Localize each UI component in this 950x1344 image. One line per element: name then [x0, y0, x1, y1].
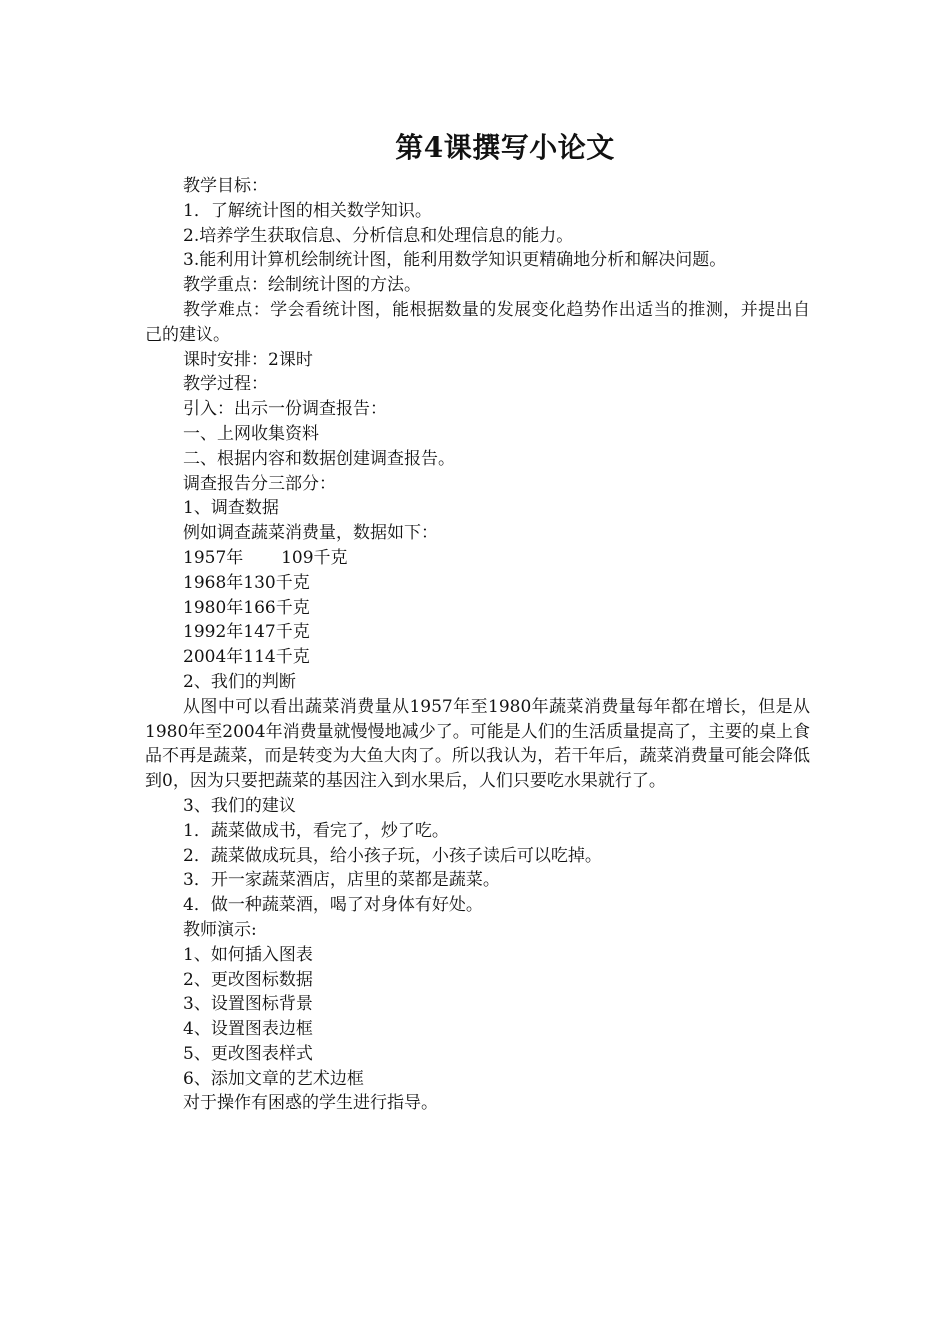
document-title: 第4课撰写小论文	[395, 131, 615, 164]
data-intro: 例如调查蔬菜消费量，数据如下：	[183, 523, 438, 544]
suggestion-item: 3．开一家蔬菜酒店，店里的菜都是蔬菜。	[183, 870, 500, 891]
class-schedule: 课时安排：2课时	[183, 349, 313, 370]
data-row: 1957年 109千克	[183, 547, 348, 568]
section-heading-process: 教学过程：	[183, 374, 268, 395]
report-part-3: 3、我们的建议	[183, 795, 296, 816]
judgment-paragraph: 从图中可以看出蔬菜消费量从1957年至1980年蔬菜消费量每年都在增长，但是从1980年至2004年消费量就慢慢地减少了。可能是人们的生活质量提高了，主要的桌上食品不再是蔬菜，而是转变为大鱼大肉了。所以我认为，若干年后，蔬菜消费量可能会降低到0，因为只要把蔬菜的基因注入到水果后，人们只要吃水果就行了。	[145, 696, 810, 792]
suggestion-item: 1．蔬菜做成书，看完了，炒了吃。	[183, 820, 449, 841]
objective-item-3: 3.能利用计算机绘制统计图，能利用数学知识更精确地分析和解决问题。	[183, 250, 727, 271]
section-heading-objectives: 教学目标：	[183, 176, 268, 196]
demo-item: 5、更改图表样式	[183, 1043, 313, 1064]
demo-item: 4、设置图表边框	[183, 1019, 313, 1040]
closing-guidance: 对于操作有困惑的学生进行指导。	[183, 1093, 438, 1114]
objective-item-1: 1．了解统计图的相关数学知识。	[183, 200, 432, 221]
step-1: 一、上网收集资料	[183, 423, 319, 444]
data-row: 1992年147千克	[183, 622, 310, 643]
step-2: 二、根据内容和数据创建调查报告。	[183, 448, 455, 469]
teaching-difficulty: 教学难点：学会看统计图，能根据数量的发展变化趋势作出适当的推测，并提出自己的建议。	[145, 299, 810, 345]
demo-item: 1、如何插入图表	[183, 944, 313, 965]
document-page	[145, 128, 810, 1116]
objective-item-2: 2.培养学生获取信息、分析信息和处理信息的能力。	[183, 225, 574, 246]
suggestion-item: 2．蔬菜做成玩具，给小孩子玩，小孩子读后可以吃掉。	[183, 845, 602, 866]
demo-item: 3、设置图标背景	[183, 994, 313, 1015]
report-part-1: 1、调查数据	[183, 498, 279, 519]
data-row: 2004年114千克	[183, 647, 310, 668]
suggestion-item: 4．做一种蔬菜酒，喝了对身体有好处。	[183, 895, 483, 916]
report-part-2: 2、我们的判断	[183, 671, 296, 692]
introduction: 引入：出示一份调查报告：	[183, 399, 387, 420]
report-parts-heading: 调查报告分三部分：	[183, 473, 336, 494]
demo-item: 6、添加文章的艺术边框	[183, 1068, 364, 1089]
demo-item: 2、更改图标数据	[183, 969, 313, 990]
data-row: 1980年166千克	[183, 597, 310, 618]
data-row: 1968年130千克	[183, 572, 310, 593]
teaching-focus: 教学重点：绘制统计图的方法。	[183, 275, 421, 296]
teacher-demo-heading: 教师演示:	[183, 919, 257, 940]
